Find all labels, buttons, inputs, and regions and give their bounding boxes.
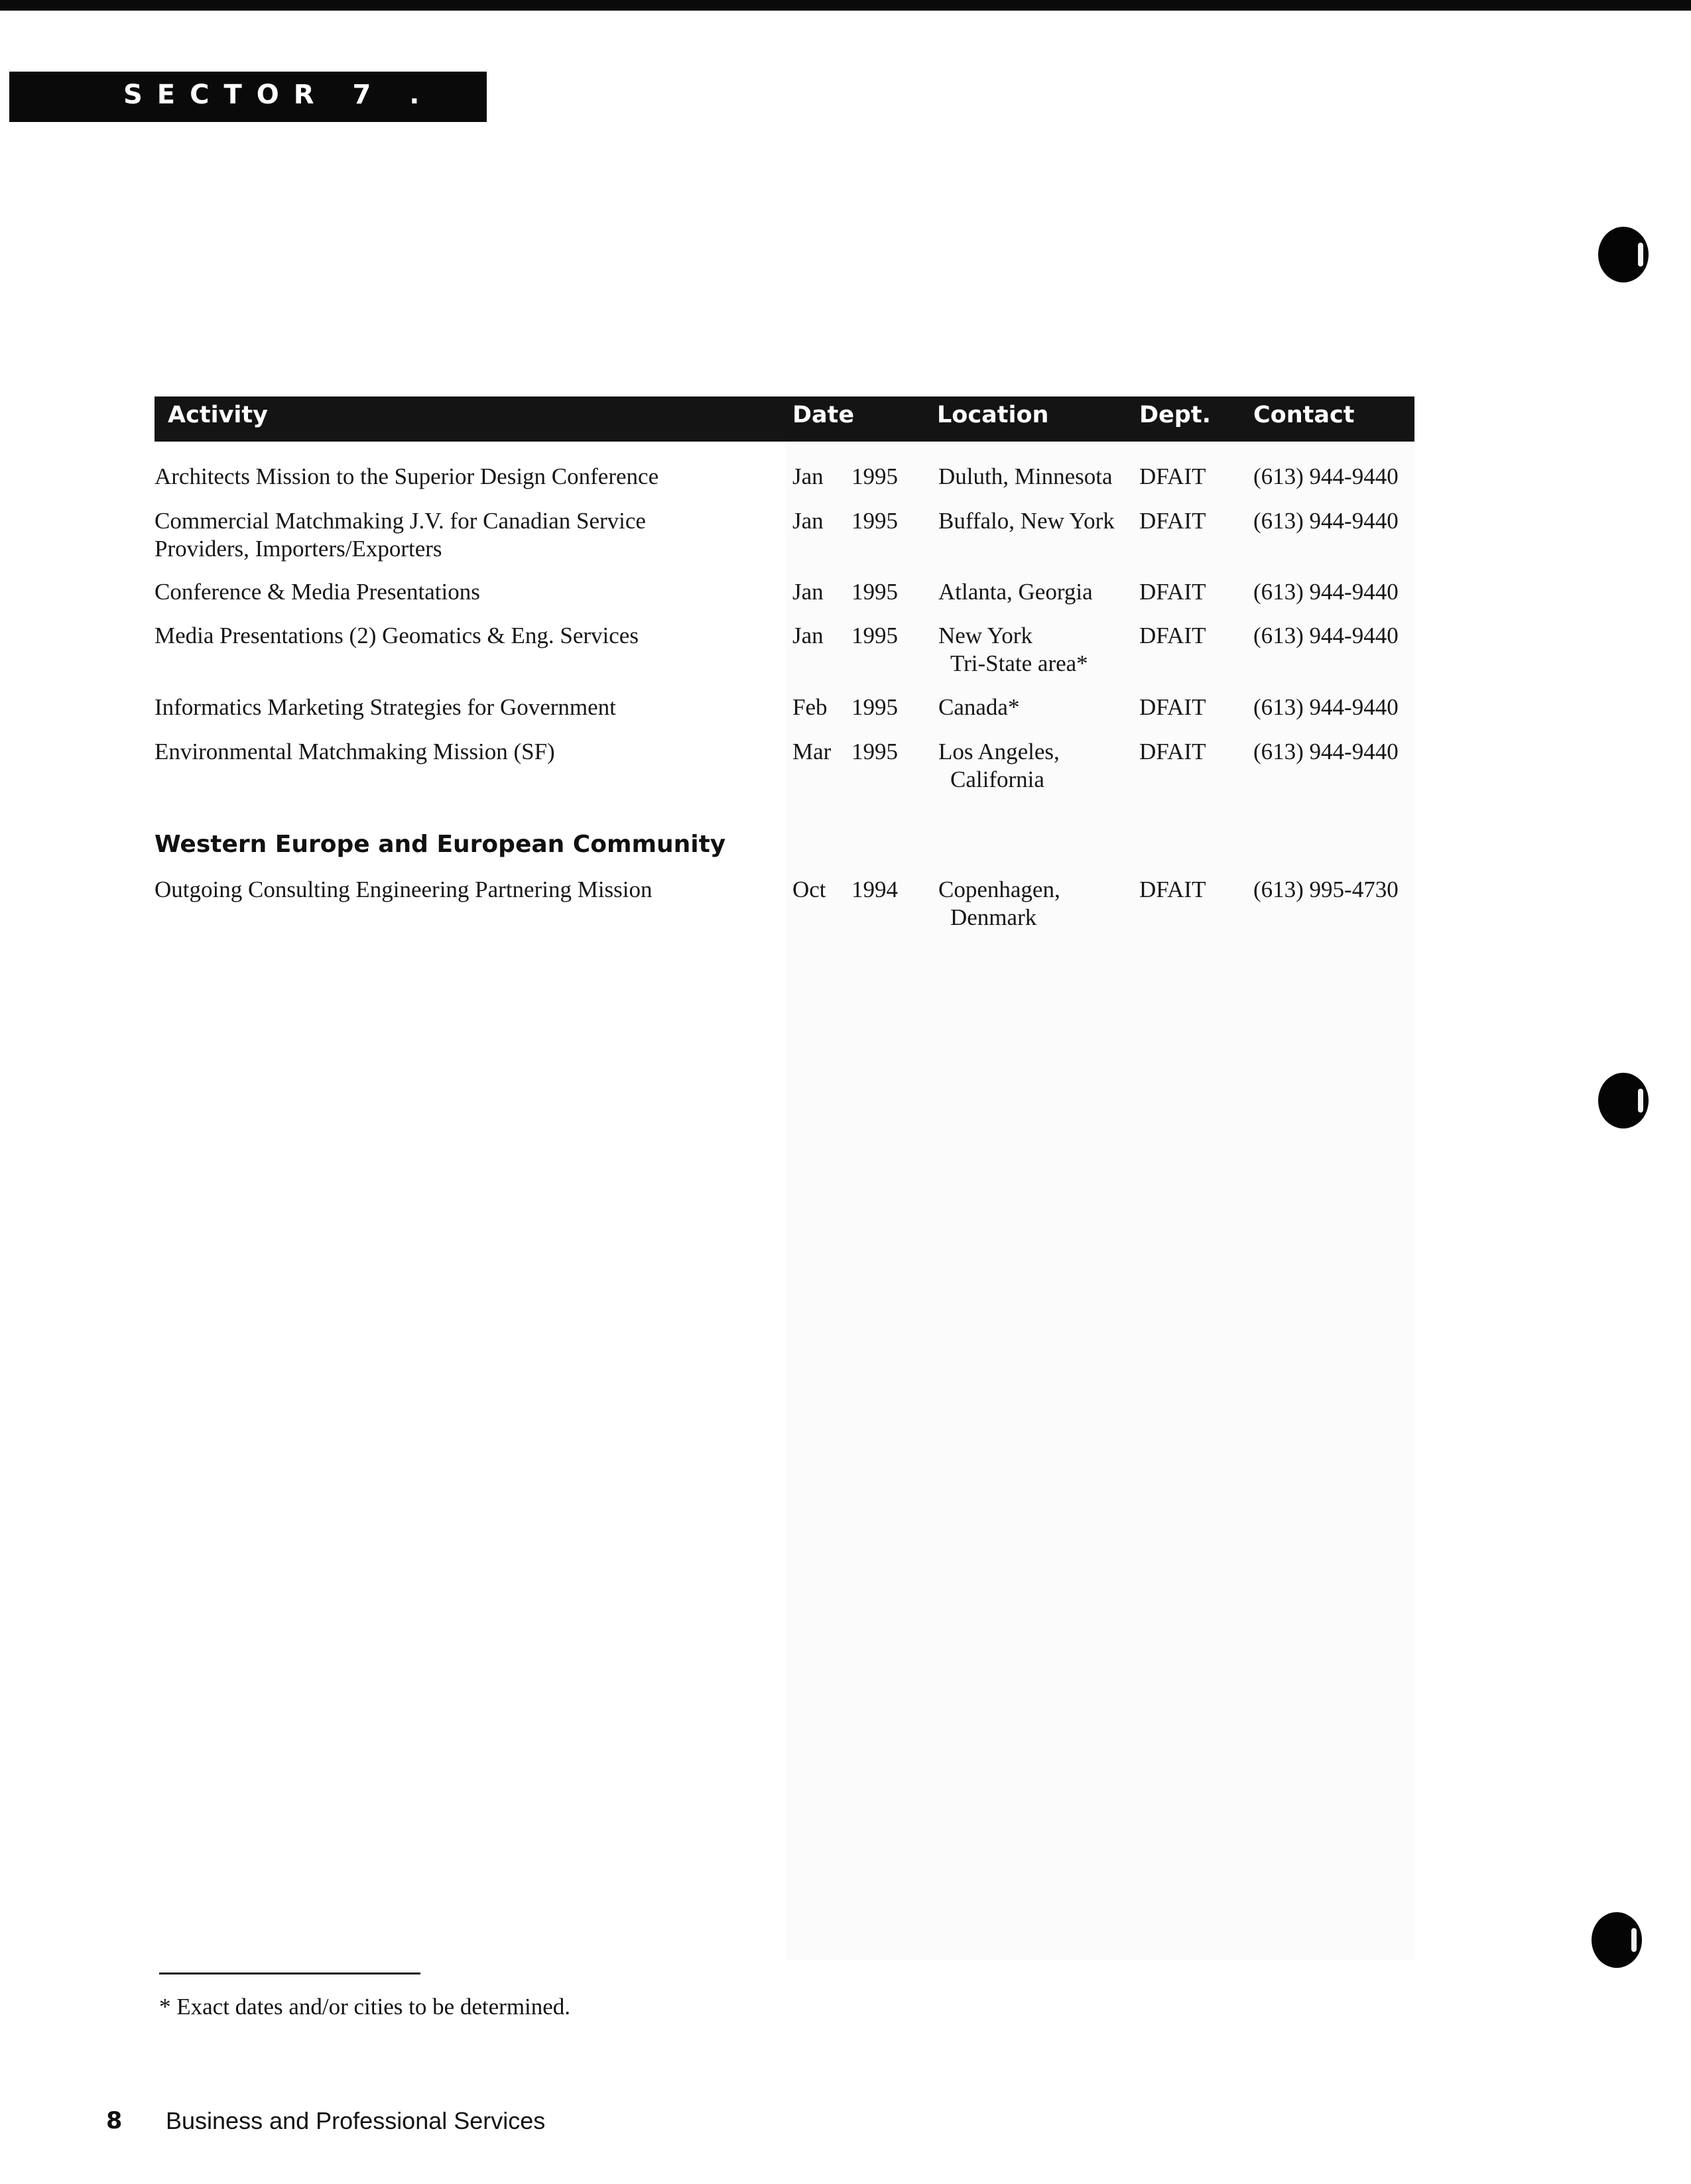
activity-cell: Providers, Importers/Exporters (155, 536, 442, 562)
contact-cell: (613) 995-4730 (1253, 877, 1399, 902)
contact-cell: (613) 944-9440 (1253, 623, 1399, 648)
location-cell: Los Angeles, (938, 739, 1060, 764)
header-contact: Contact (1253, 402, 1355, 428)
dept-cell: DFAIT (1139, 579, 1206, 605)
location-cell: Copenhagen, (938, 877, 1060, 902)
location-cell: Denmark (950, 904, 1037, 930)
date-month-cell: Jan (792, 623, 824, 648)
table-header-bar (155, 396, 1414, 442)
date-month-cell: Jan (792, 508, 824, 534)
date-month-cell: Jan (792, 463, 824, 489)
activity-cell: Architects Mission to the Superior Design Conference (155, 463, 659, 489)
date-year-cell: 1995 (851, 463, 898, 489)
header-date: Date (792, 402, 855, 428)
date-year-cell: 1995 (851, 694, 898, 720)
page-number: 8 (106, 2108, 123, 2134)
binder-hole-icon (1598, 227, 1649, 282)
dept-cell: DFAIT (1139, 877, 1206, 902)
sector-banner (9, 72, 487, 122)
location-cell: New York (938, 623, 1033, 648)
section-heading: Western Europe and European Community (155, 831, 726, 858)
header-location: Location (937, 402, 1049, 428)
date-month-cell: Oct (792, 877, 826, 902)
activity-cell: Outgoing Consulting Engineering Partnering Mission (155, 877, 653, 902)
activity-cell: Media Presentations (2) Geomatics & Eng. Services (155, 623, 639, 648)
dept-cell: DFAIT (1139, 694, 1206, 720)
contact-cell: (613) 944-9440 (1253, 739, 1399, 764)
footnote-rule (159, 1972, 420, 1974)
dept-cell: DFAIT (1139, 463, 1206, 489)
sector-label: SECTOR 7 . (123, 80, 434, 110)
header-activity: Activity (168, 402, 268, 428)
activity-cell: Informatics Marketing Strategies for Government (155, 694, 616, 720)
binder-hole-icon (1592, 1912, 1642, 1968)
dept-cell: DFAIT (1139, 739, 1206, 764)
activity-cell: Environmental Matchmaking Mission (SF) (155, 739, 555, 764)
dept-cell: DFAIT (1139, 508, 1206, 534)
top-edge-rule (0, 0, 1691, 11)
contact-cell: (613) 944-9440 (1253, 508, 1399, 534)
location-cell: Tri-State area* (950, 650, 1088, 676)
date-year-cell: 1995 (851, 579, 898, 605)
dept-cell: DFAIT (1139, 623, 1206, 648)
contact-cell: (613) 944-9440 (1253, 463, 1399, 489)
activity-cell: Commercial Matchmaking J.V. for Canadian Service (155, 508, 646, 534)
contact-cell: (613) 944-9440 (1253, 579, 1399, 605)
date-year-cell: 1994 (851, 877, 898, 902)
running-footer-title: Business and Professional Services (166, 2107, 546, 2134)
location-cell: Buffalo, New York (938, 508, 1115, 534)
header-dept: Dept. (1139, 402, 1211, 428)
activity-cell: Conference & Media Presentations (155, 579, 480, 605)
date-year-cell: 1995 (851, 739, 898, 764)
location-cell: Atlanta, Georgia (938, 579, 1093, 605)
location-cell: Canada* (938, 694, 1020, 720)
date-month-cell: Feb (792, 694, 828, 720)
location-cell: Duluth, Minnesota (938, 463, 1113, 489)
date-month-cell: Jan (792, 579, 824, 605)
binder-hole-icon (1598, 1073, 1649, 1128)
date-year-cell: 1995 (851, 623, 898, 648)
date-month-cell: Mar (792, 739, 832, 764)
contact-cell: (613) 944-9440 (1253, 694, 1399, 720)
footnote: * Exact dates and/or cities to be determined. (159, 1994, 571, 2020)
location-cell: California (950, 766, 1044, 792)
date-year-cell: 1995 (851, 508, 898, 534)
table-shaded-area (786, 442, 1414, 1960)
